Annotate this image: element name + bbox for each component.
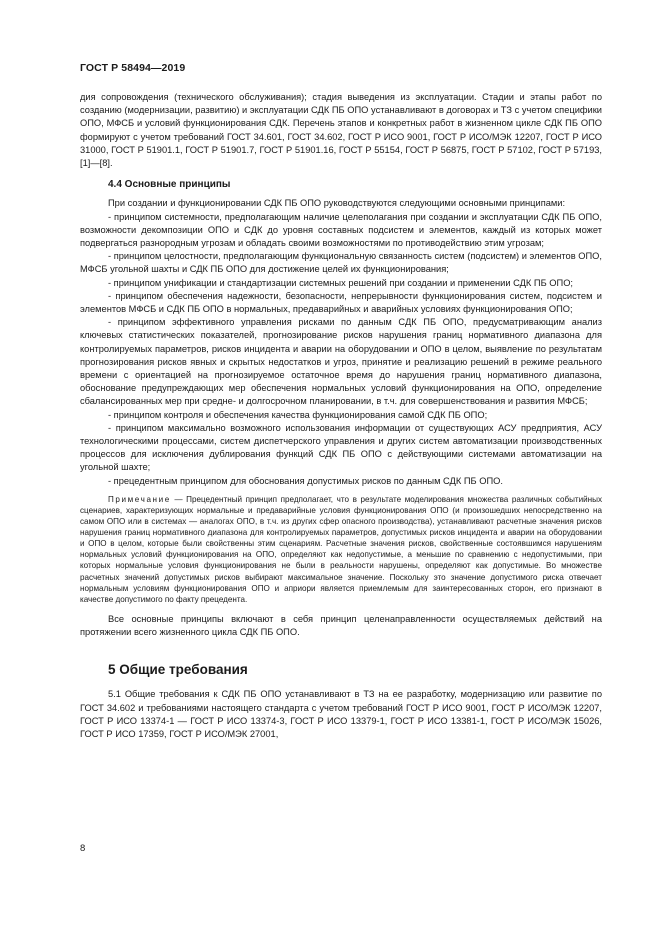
note-block — [80, 494, 602, 605]
list-item: - принципом контроля и обеспечения качества функционирования самой СДК ПБ ОПО; — [108, 409, 488, 420]
note-label: Примечание — [108, 494, 171, 504]
paragraph-lifecycle-stages: дия сопровождения (технического обслуживания); стадия выведения из эксплуатации. Стадии и этапы работ по созданию (модернизации, развитию) и эксплуатации СДК ПБ ОПО устанавливают в договорах и ТЗ с учетом специфики ОПО, МФСБ и условий функционирования СДК. Перечень этапов и конкретных работ в жизненном цикле СДК ПБ ОПО формируют с учетом требований ГОСТ 34.601, ГОСТ 34.602, ГОСТ Р ИСО 9001, ГОСТ Р ИСО/МЭК 12207, ГОСТ Р ИСО 31000, ГОСТ Р 51901.1, ГОСТ Р 51901.7, ГОСТ Р 51901.16, ГОСТ Р 55154, ГОСТ Р 56875, ГОСТ Р 57102, ГОСТ Р 57193, [1]—[8]. — [80, 92, 602, 169]
list-item: - принципом системности, предполагающим наличие целеполагания при создании и эксплуатации СДК ПБ ОПО, возможности декомпозиции ОПО и СДК до уровня составных подсистем и элементов, каждый из которых может подвергаться разнородным угрозам и обладать своими возможностями по противодействию этим угрозам; — [80, 211, 602, 249]
section-heading-4-4: 4.4 Основные принципы — [108, 179, 231, 191]
section-heading-5: 5 Общие требования — [108, 662, 248, 678]
list-item: - принципом максимально возможного использования информации от существующих АСУ предприятия, АСУ технологическими процессами, систем диспетчерского управления и других систем автоматизации производственных процессов для исключения дублирования функций СДК ПБ ОПО с действующими системами автоматизации на угольной шахте; — [80, 422, 602, 473]
document-header: ГОСТ Р 58494—2019 — [80, 62, 186, 74]
note-text: — Прецедентный принцип предполагает, что в результате моделирования множества различных событийных сценариев, характеризующих нормальные и предаварийные условия функционирования ОПО (и произошедших непосредственно на самом ОПО или в системах — аналогах ОПО, в т.ч. из других сфер опасного производства), устанавливают расчетные значения рисков нарушения границ нормативного диапазона для контролируемых параметров, допустимых рисков инцидента и аварии на оборудовании и ОПО в целом, которые были свойственны этим сценариям. Расчетные значения рисков, свойственные состоявшимся нарушениям нормальных условий функционирования на ОПО, определяют как недопустимые, а меньшие по сравнению с недопустимыми, при которых нормальные условия функционирования не были в реальности нарушены, определяют как допустимые. Во множестве расчетных значений допустимых рисков выбирают максимальное значение. Поскольку это значение допустимого риска отвечает нормальным условиям функционирования ОПО и априори является приемлемым для заинтересованных сторон, его признают в качестве допустимого по факту прецедента. — [80, 494, 602, 604]
page-content — [80, 91, 602, 741]
list-item: - принципом целостности, предполагающим функциональную связанность систем (подсистем) и элементов ОПО, МФСБ угольной шахты и СДК ПБ ОПО для достижение целей их функционирования; — [80, 251, 602, 275]
paragraph-general-requirements: 5.1 Общие требования к СДК ПБ ОПО устанавливают в ТЗ на ее разработку, модернизацию или развитие по ГОСТ 34.602 и требованиями настоящего стандарта с учетом требований ГОСТ Р ИСО 9001, ГОСТ Р ИСО/МЭК 12207, ГОСТ Р ИСО 13374-1 — ГОСТ Р ИСО 13374-3, ГОСТ Р ИСО 13379-1, ГОСТ Р ИСО 13381-1, ГОСТ Р ИСО/МЭК 15026, ГОСТ Р ИСО 17359, ГОСТ Р ИСО/МЭК 27001, — [80, 689, 602, 740]
list-item: - принципом обеспечения надежности, безопасности, непрерывности функционирования систем, подсистем и элементов МФСБ и СДК ПБ ОПО в нормальных, предаварийных и аварийных условиях функционирования ОПО; — [80, 290, 602, 315]
list-item: - принципом унификации и стандартизации системных решений при создании и применении СДК ПБ ОПО; — [108, 277, 574, 288]
paragraph-principles-summary: Все основные принципы включают в себя принцип целенаправленности осуществляемых действий на протяжении всего жизненного цикла СДК ПБ ОПО. — [80, 613, 602, 638]
paragraph-principles-intro: При создании и функционировании СДК ПБ ОПО руководствуются следующими основными принципами: — [108, 198, 566, 209]
list-item: - принципом эффективного управления рисками по данным СДК ПБ ОПО, предусматривающим анализ ключевых статистических показателей, прогнозирование рисков нарушения границ нормативного диапазона для контролируемых параметров, рисков инцидента и аварии на оборудовании и ОПО в целом, выявление по результатам прогнозирования рисков явных и скрытых недостатков и угроз, принятие и реализацию решений в режиме реального времени с ориентацией на прогнозируемое остаточное время до нарушения границ нормативного диапазона, обоснование предупреждающих мер обеспечения нормальных условий функционирования на ОПО, определение сбалансированных мер при средне- и долгосрочном планировании, в т.ч. для совершенствования и развития МФСБ; — [80, 317, 602, 407]
page-number: 8 — [80, 843, 86, 854]
list-item: - прецедентным принципом для обоснования допустимых рисков по данным СДК ПБ ОПО. — [108, 475, 503, 486]
